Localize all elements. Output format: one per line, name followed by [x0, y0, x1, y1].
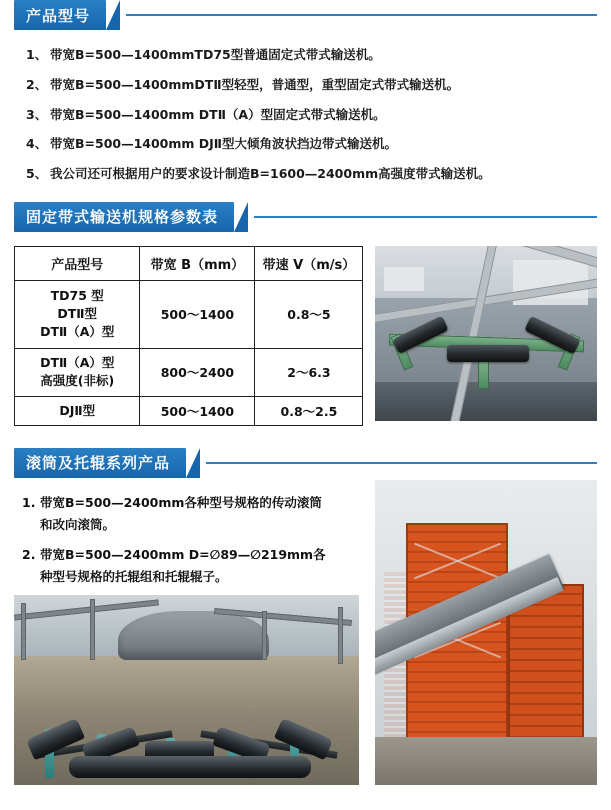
list-item	[26, 76, 593, 95]
list-item-text: 带宽B=500—1400mm DJⅡ型大倾角波状挡边带式输送机。	[50, 136, 398, 152]
section-title-rollers: 滚筒及托辊系列产品	[26, 454, 171, 473]
cell-model	[15, 348, 140, 396]
cell-model	[15, 280, 140, 348]
section-header-rollers	[14, 448, 597, 478]
cell-model-line: DTⅡ（A）型	[40, 355, 115, 371]
cell-model-line: DTⅡ型	[57, 306, 98, 322]
cell-belt-width: 500～1400	[140, 280, 255, 348]
cell-model-line: TD75 型	[50, 288, 104, 304]
list-item-text: 带宽B=500—1400mmDTⅡ型轻型，普通型，重型固定式带式输送机。	[50, 76, 460, 92]
orange-steel-tower-conveyor-photo	[375, 480, 597, 785]
list-item-number: 1、	[26, 47, 48, 62]
list-item	[26, 46, 593, 65]
banner-bar	[14, 202, 234, 232]
banner-bar	[14, 448, 186, 478]
cell-model-line: DJⅡ型	[59, 402, 96, 418]
banner-rule	[254, 216, 597, 218]
list-item-number: 1.	[22, 494, 36, 510]
list-item-text: 我公司还可根据用户的要求设计制造B=1600—2400mm高强度带式输送机。	[50, 166, 491, 181]
orange-steel-tower-illustration	[375, 480, 597, 785]
cell-model-line: DTⅡ（A）型	[40, 324, 115, 340]
banner-rule	[206, 462, 597, 464]
list-item	[22, 492, 332, 536]
section-title-spec-table: 固定带式输送机规格参数表	[26, 208, 219, 227]
spec-table	[14, 246, 363, 426]
list-item-text: 带宽B=500—2400mm D=∅89—∅219mm各种型号规格的托辊组和托辊辊子。	[40, 546, 326, 584]
list-item	[22, 544, 332, 588]
green-idler-frame-illustration	[375, 246, 597, 421]
cell-belt-speed: 0.8～5	[255, 280, 363, 348]
conveyor-idler-line-illustration	[14, 595, 359, 785]
section-title-product-models: 产品型号	[26, 6, 91, 25]
conveyor-idler-line-photo	[14, 595, 359, 785]
list-item-number: 3、	[26, 106, 48, 122]
column-header-belt-speed: 带速 V（m/s）	[255, 246, 363, 280]
cell-belt-width: 800～2400	[140, 348, 255, 396]
cell-belt-width: 500～1400	[140, 396, 255, 425]
cell-model	[15, 396, 140, 425]
column-header-belt-width: 带宽 B（mm）	[140, 246, 255, 280]
cell-model-line: 高强度(非标)	[40, 373, 115, 389]
table-row	[15, 348, 363, 396]
spec-photo	[375, 246, 597, 421]
cell-belt-speed: 2～6.3	[255, 348, 363, 396]
bottom-photo-row	[0, 595, 611, 805]
list-item-number: 2、	[26, 76, 48, 92]
list-item	[26, 106, 593, 125]
list-item-number: 2.	[22, 546, 36, 562]
roller-product-list	[0, 492, 350, 588]
list-item	[26, 165, 593, 184]
column-header-model: 产品型号	[15, 246, 140, 280]
list-item-text: 带宽B=500—1400mm DTⅡ（A）型固定式带式输送机。	[50, 106, 386, 122]
list-item	[26, 135, 593, 154]
section-header-spec-table	[14, 202, 597, 232]
product-model-list	[0, 46, 611, 184]
table-header-row	[15, 246, 363, 280]
banner-bar	[14, 0, 106, 30]
list-item-text: 带宽B=500—1400mmTD75型普通固定式带式输送机。	[50, 47, 381, 62]
table-row	[15, 280, 363, 348]
banner-rule	[126, 14, 597, 16]
list-item-text: 带宽B=500—2400mm各种型号规格的传动滚筒和改向滚筒。	[40, 494, 322, 532]
list-item-number: 4、	[26, 136, 48, 152]
list-item-number: 5、	[26, 166, 48, 181]
spec-table-and-photo	[14, 246, 597, 426]
table-row	[15, 396, 363, 425]
cell-belt-speed: 0.8～2.5	[255, 396, 363, 425]
section-header-product-models	[14, 0, 597, 30]
